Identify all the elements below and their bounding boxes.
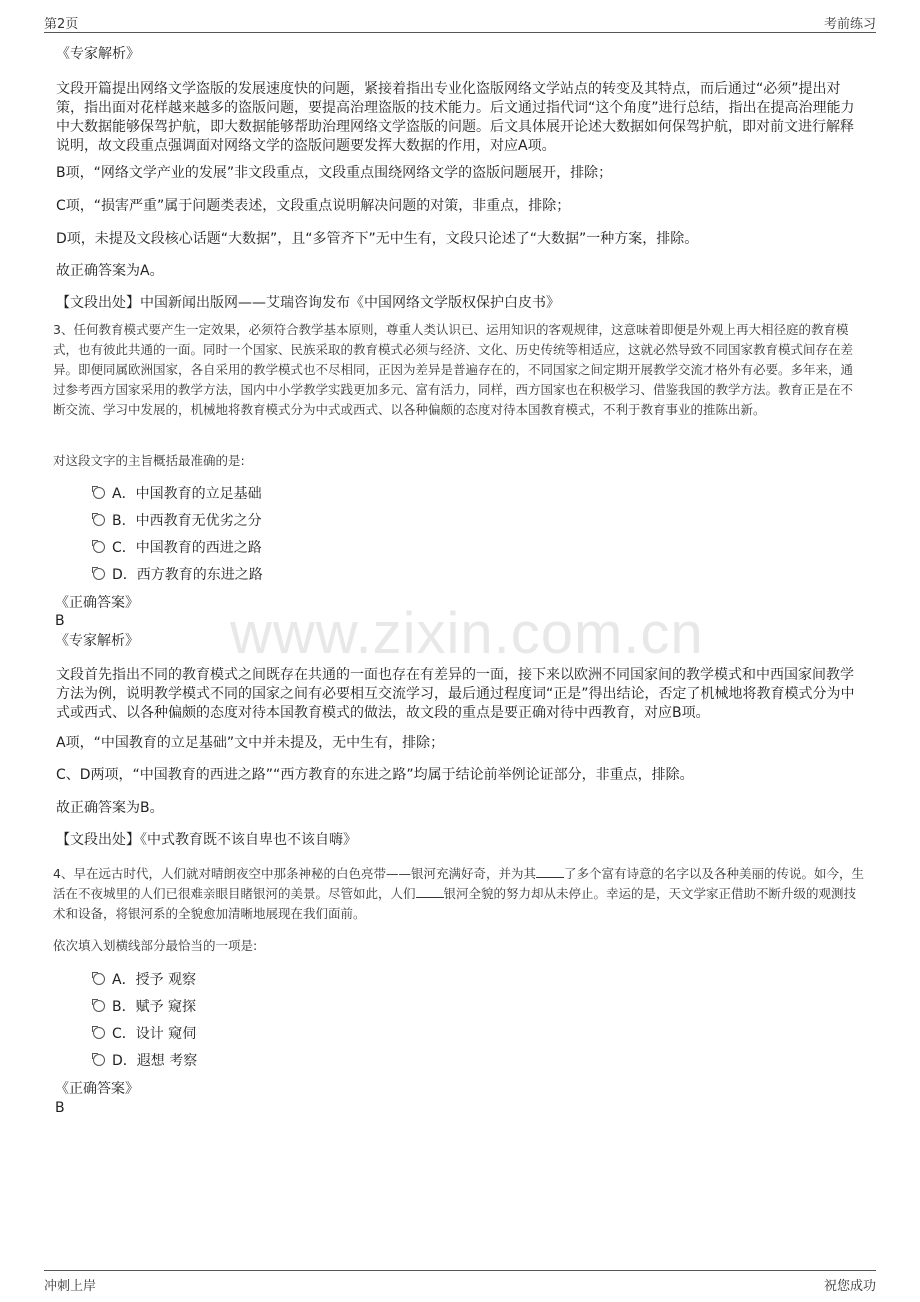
footer-right-text: 祝您成功	[823, 1279, 876, 1294]
q4-option-a[interactable]: A．授予 观察	[93, 970, 196, 990]
q3-answer: B	[55, 613, 65, 629]
q3-option-cd-note: C、D两项，“中国教育的西进之路”“西方教育的东进之路”均属于结论前举例论证部分，非重点，排除。	[56, 767, 694, 783]
radio-icon[interactable]	[93, 487, 105, 499]
radio-icon[interactable]	[93, 541, 105, 553]
header-title: 考前练习	[823, 17, 876, 32]
q4-option-d[interactable]: D．遐想 考察	[93, 1051, 197, 1071]
radio-icon[interactable]	[93, 568, 105, 580]
q4-stem: 4、早在远古时代，人们就对晴朗夜空中那条神秘的白色亮带——银河充满好奇，并为其 了多个富有诗意的名字以及各种美丽的传说。如今，生活在不夜城里的人们已很难亲眼目睹银河的美景。尽管如此，人们 银河全貌的努力却从未停止。幸运的是，天文学家正借助不断升级的观测技术和设备，将银河系的全貌愈加清晰地展现在我们面前。	[53, 866, 864, 921]
q4-option-c[interactable]: C．设计 窥伺	[93, 1024, 196, 1044]
page-number: 第2页	[44, 17, 79, 32]
q4-option-b[interactable]: B．赋予 窥探	[93, 997, 196, 1017]
q4-answer-label: 《正确答案》	[55, 1081, 139, 1097]
watermark: www.zixin.com.cn	[230, 601, 704, 666]
fill-blank	[416, 885, 444, 898]
q4-question: 依次填入划横线部分最恰当的一项是:	[53, 938, 258, 953]
q2-analysis-label: 《专家解析》	[56, 46, 140, 62]
q3-option-a-note: A项，“中国教育的立足基础”文中并未提及，无中生有，排除；	[56, 735, 445, 751]
q2-conclusion: 故正确答案为A。	[56, 263, 164, 279]
radio-icon[interactable]	[93, 1000, 105, 1012]
radio-icon[interactable]	[93, 1027, 105, 1039]
q3-stem: 3、任何教育模式要产生一定效果，必须符合教学基本原则，尊重人类认识已、运用知识的客观规律，这意味着即便是外观上再大相径庭的教育模式，也有彼此共通的一面。同时一个国家、民族采取的教育模式必须与经济、文化、历史传统等相适应，这就必然导致不同国家教育模式间存在差异。即便同属欧洲国家，各自采用的教学模式也不尽相同，正因为差异是普遍存在的，不同国家之间定期开展教学交流才格外有必要。多年来，通过参考西方国家采用的教学方法，国内中小学教学实践更加多元、富有活力，同样，西方国家也在积极学习、借鉴我国的教学方法。教育正是在不断交流、学习中发展的，机械地将教育模式分为中式或西式、以各种偏颇的态度对待本国教育模式，不利于教育事业的推陈出新。	[53, 322, 854, 417]
page-header	[44, 10, 876, 33]
q3-option-b[interactable]: B．中西教育无优劣之分	[93, 511, 262, 531]
q2-analysis: 文段开篇提出网络文学盗版的发展速度快的问题，紧接着指出专业化盗版网络文学站点的转变及其特点，而后通过“必须”提出对策，指出面对花样越来越多的盗版问题，要提高治理盗版的技术能力。后文通过指代词“这个角度”进行总结，指出在提高治理能力中大数据能够保驾护航，即大数据能够帮助治理网络文学盗版的问题。后文具体展开论述大数据如何保驾护航，即对前文进行解释说明，故文段重点强调面对网络文学的盗版问题要发挥大数据的作用，对应A项。	[56, 81, 855, 154]
q3-option-c[interactable]: C．中国教育的西进之路	[93, 538, 262, 558]
q2-option-c-note: C项，“损害严重”属于问题类表述，文段重点说明解决问题的对策，非重点，排除；	[56, 198, 571, 214]
q3-analysis-label: 《专家解析》	[55, 633, 139, 649]
q3-conclusion: 故正确答案为B。	[56, 800, 164, 816]
q2-source: 【文段出处】中国新闻出版网——艾瑞咨询发布《中国网络文学版权保护白皮书》	[56, 295, 560, 311]
page-footer	[44, 1270, 876, 1293]
q3-answer-label: 《正确答案》	[55, 595, 139, 611]
radio-icon[interactable]	[93, 973, 105, 985]
q3-analysis: 文段首先指出不同的教育模式之间既存在共通的一面也存在有差异的一面，接下来以欧洲不同国家间的教学模式和中西国家间教学方法为例，说明教学模式不同的国家之间有必要相互交流学习，最后通过程度词“正是”得出结论，否定了机械地将教育模式分为中式或西式、以各种偏颇的态度对待本国教育模式的做法，故文段的重点是要正确对待中西教育，对应B项。	[56, 667, 855, 721]
q3-option-d[interactable]: D．西方教育的东进之路	[93, 565, 263, 585]
q3-question: 对这段文字的主旨概括最准确的是:	[53, 453, 245, 468]
q3-option-a[interactable]: A．中国教育的立足基础	[93, 484, 262, 504]
radio-icon[interactable]	[93, 514, 105, 526]
q2-option-b-note: B项，“网络文学产业的发展”非文段重点，文段重点围绕网络文学的盗版问题展开，排除；	[56, 165, 613, 181]
footer-left-text: 冲刺上岸	[44, 1279, 97, 1294]
q2-option-d-note: D项，未提及文段核心话题“大数据”，且“多管齐下”无中生有，文段只论述了“大数据”一种方案，排除。	[56, 231, 699, 247]
q3-source: 【文段出处】《中式教育既不该自卑也不该自嗨》	[56, 832, 357, 848]
radio-icon[interactable]	[93, 1054, 105, 1066]
fill-blank	[536, 865, 564, 878]
q4-answer: B	[55, 1100, 65, 1116]
